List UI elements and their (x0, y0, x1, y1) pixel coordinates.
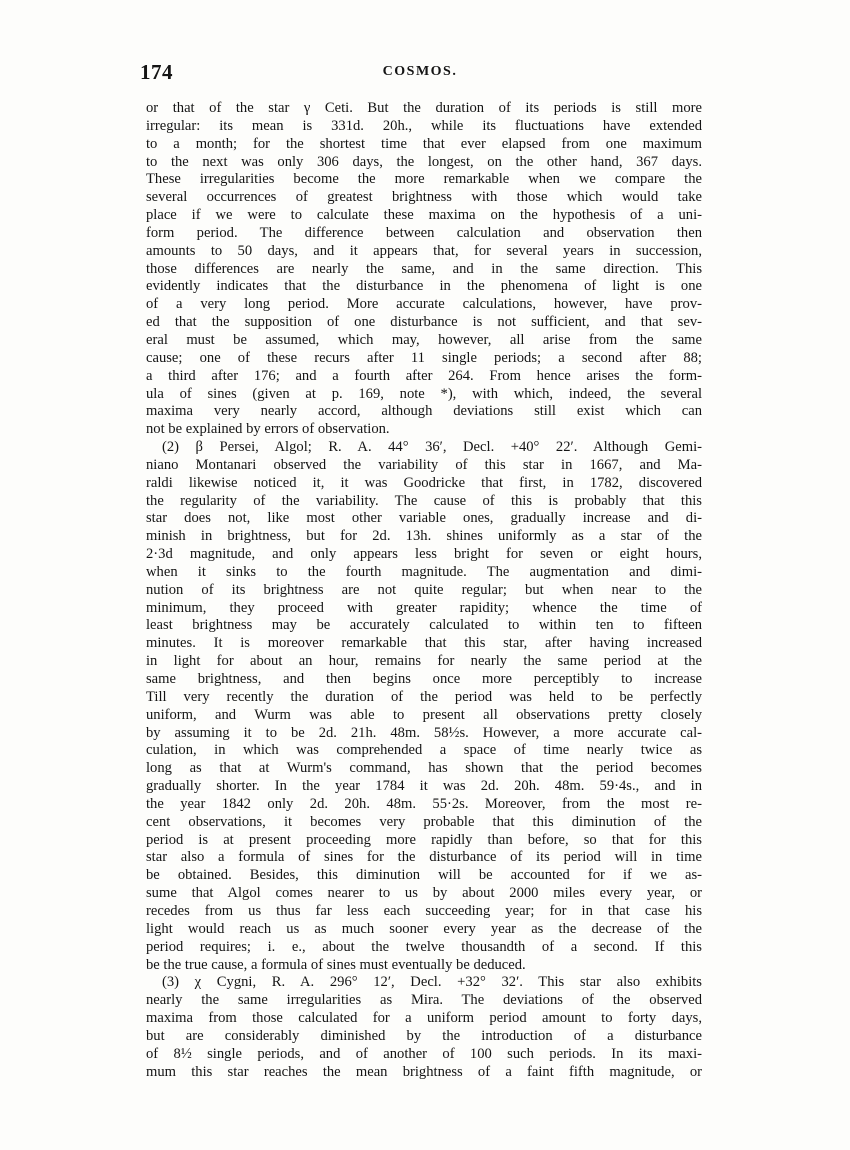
text-line: form period. The difference between calculation and observation then (146, 224, 702, 241)
text-line: by assuming it to be 2d. 21h. 48m. 58½s. However, a more accurate cal- (146, 724, 702, 741)
text-line: be the true cause, a formula of sines must eventually be deduced. (146, 956, 526, 973)
text-line: to a month; for the shortest time that ever elapsed from one maximum (146, 135, 702, 152)
text-line: nearly the same irregularities as Mira. The deviations of the observed (146, 992, 702, 1009)
text-line: culation, in which was comprehended a space of time nearly twice as (146, 742, 702, 759)
text-line: place if we were to calculate these maxima on the hypothesis of a uni- (146, 207, 702, 224)
text-line: raldi likewise noticed it, it was Goodricke that first, in 1782, discovered (146, 474, 702, 491)
text-line: ed that the supposition of one disturbance is not sufficient, and that sev- (146, 314, 702, 331)
text-line: amounts to 50 days, and it appears that, for several years in succession, (146, 242, 702, 259)
text-line: nution of its brightness are not quite regular; but when near to the (146, 581, 702, 598)
text-line: but are considerably diminished by the introduction of a disturbance (146, 1027, 702, 1044)
body-text (146, 100, 702, 1081)
text-line: the regularity of the variability. The cause of this is probably that this (146, 492, 702, 509)
text-line: of a very long period. More accurate calculations, however, have prov- (146, 296, 702, 313)
text-line: to the next was only 306 days, the longest, on the other hand, 367 days. (146, 153, 702, 170)
text-line: light would reach us as much sooner every year as the decrease of the (146, 920, 702, 937)
text-line: cause; one of these recurs after 11 single periods; a second after 88; (146, 349, 702, 366)
text-line: when it sinks to the fourth magnitude. The augmentation and dimi- (146, 563, 702, 580)
text-line: of 8½ single periods, and of another of 100 such periods. In its maxi- (146, 1045, 702, 1062)
text-line: the year 1842 only 2d. 20h. 48m. 55·2s. Moreover, from the most re- (146, 795, 702, 812)
text-line: minutes. It is moreover remarkable that this star, after having increased (146, 635, 702, 652)
text-line: star also a formula of sines for the disturbance of its period will in time (146, 849, 702, 866)
text-line: recedes from us thus far less each succeeding year; for in that case his (146, 902, 702, 919)
text-line: star does not, like most other variable ones, gradually increase and di- (146, 510, 702, 527)
text-line: evidently indicates that the disturbance in the phenomena of light is one (146, 278, 702, 295)
text-line: maxima very nearly accord, although deviations still exist which can (146, 403, 702, 420)
text-line: minish in brightness, but for 2d. 13h. shines uniformly as a star of the (146, 528, 702, 545)
text-line: those differences are nearly the same, and in the same direction. This (146, 260, 702, 277)
page-header (140, 60, 700, 90)
text-line: Till very recently the duration of the period was held to be perfectly (146, 688, 702, 705)
text-line: several occurrences of greatest brightness with those which would take (146, 189, 702, 206)
text-line: gradually shorter. In the year 1784 it was 2d. 20h. 48m. 59·4s., and in (146, 778, 702, 795)
page-number: 174 (140, 60, 173, 84)
text-line: or that of the star γ Ceti. But the duration of its periods is still more (146, 100, 702, 116)
text-line: period is at present proceeding more rapidly than before, so that for this (146, 831, 702, 848)
text-line: be obtained. Besides, this diminution will be accounted for if we as- (146, 867, 702, 884)
text-line: in light for about an hour, remains for nearly the same period at the (146, 653, 702, 670)
text-line: cent observations, it becomes very probable that this diminution of the (146, 813, 702, 830)
paragraph-start-line: (3) χ Cygni, R. A. 296° 12′, Decl. +32° 32′. This star also exhibits (162, 974, 702, 991)
text-line: niano Montanari observed the variability of this star in 1667, and Ma- (146, 456, 702, 473)
text-line: period requires; i. e., about the twelve thousandth of a second. If this (146, 938, 702, 955)
paragraph-start-line: (2) β Persei, Algol; R. A. 44° 36′, Decl. +40° 22′. Although Gemi- (162, 439, 702, 456)
text-line: long as that at Wurm's command, has shown that the period becomes (146, 760, 702, 777)
text-line: irregular: its mean is 331d. 20h., while its fluctuations have extended (146, 117, 702, 134)
text-line: a third after 176; and a fourth after 264. From hence arises the form- (146, 367, 702, 384)
text-line: ula of sines (given at p. 169, note *), with which, indeed, the several (146, 385, 702, 402)
text-line: uniform, and Wurm was able to present all observations pretty closely (146, 706, 702, 723)
text-line: not be explained by errors of observation. (146, 421, 390, 438)
running-head: COSMOS. (382, 64, 458, 79)
text-line: 2·3d magnitude, and only appears less bright for seven or eight hours, (146, 546, 702, 563)
text-line: least brightness may be accurately calculated to within ten to fifteen (146, 617, 702, 634)
text-line: These irregularities become the more remarkable when we compare the (146, 171, 702, 188)
text-line: minimum, they proceed with greater rapidity; whence the time of (146, 599, 702, 616)
text-line: mum this star reaches the mean brightness of a faint fifth magnitude, or (146, 1063, 702, 1080)
text-line: maxima from those calculated for a uniform period amount to forty days, (146, 1010, 702, 1027)
text-line: same brightness, and then begins once more perceptibly to increase (146, 671, 702, 687)
text-line: sume that Algol comes nearer to us by about 2000 miles every year, or (146, 885, 702, 902)
text-line: eral must be assumed, which may, however, all arise from the same (146, 331, 702, 348)
